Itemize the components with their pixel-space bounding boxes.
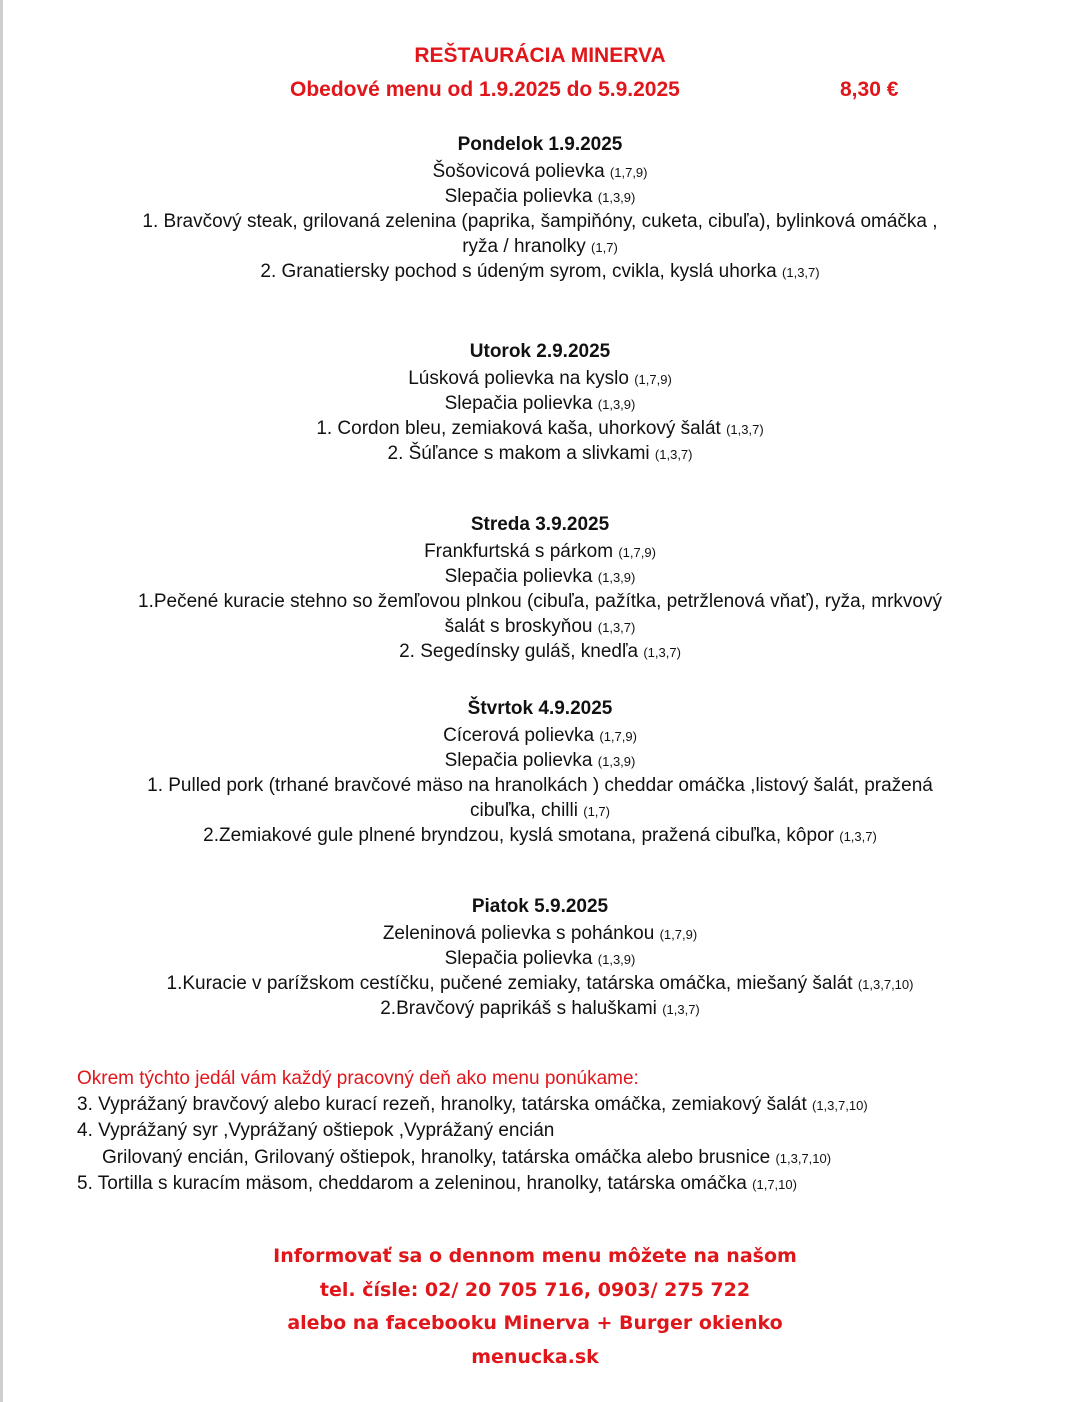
dish-text: cibuľka, chilli [470, 800, 584, 821]
menu-item [0, 723, 1080, 748]
allergens: (1,3,9) [597, 952, 636, 967]
day-name: Pondelok 1.9.2025 [457, 134, 623, 155]
dish-text: Lúsková polievka na kyslo [408, 368, 635, 389]
dish-text: 2. Šúľance s makom a slivkami [387, 443, 655, 464]
dish-text: 1. Pulled pork (trhané bravčové mäso na hranolkách ) cheddar omáčka ,listový šalát, pražená [147, 775, 933, 796]
menu-item [0, 539, 1080, 564]
daily-extras [77, 1066, 1067, 1198]
day-section-monday [0, 131, 1080, 284]
allergens: (1,3,7,10) [857, 977, 914, 992]
allergens: (1,3,7) [839, 829, 877, 844]
dish-text: 1.Pečené kuracie stehno so žemľovou plnkou (cibuľa, pažítka, petržlenová vňať), ryža, mrkvový [138, 591, 942, 612]
day-section-wednesday [0, 511, 1080, 664]
allergens: (1,7) [591, 240, 618, 255]
allergens: (1,7,9) [634, 372, 672, 387]
dish-text: Frankfurtská s párkom [424, 541, 619, 562]
dish-text: 4. Vyprážaný syr ,Vyprážaný oštiepok ,Vyprážaný encián [77, 1120, 555, 1141]
contact-line: Informovať sa o dennom menu môžete na našom [273, 1245, 797, 1267]
menu-item [0, 209, 1080, 234]
menu-item [0, 639, 1080, 664]
allergens: (1,3,9) [597, 754, 636, 769]
menu-item [0, 441, 1080, 466]
menu-item [0, 971, 1080, 996]
menu-item [0, 416, 1080, 441]
day-name: Utorok 2.9.2025 [469, 341, 611, 362]
extras-item [77, 1145, 1067, 1172]
menu-item [0, 564, 1080, 589]
dish-text: šalát s broskyňou [444, 616, 598, 637]
allergens: (1,3,9) [597, 190, 636, 205]
menu-item [0, 159, 1080, 184]
extras-item [77, 1092, 1067, 1119]
day-name: Piatok 5.9.2025 [471, 896, 609, 917]
dish-text: ryža / hranolky [462, 236, 592, 257]
restaurant-title: REŠTAURÁCIA MINERVA [414, 44, 666, 67]
menu-item [0, 234, 1080, 259]
menu-item [0, 184, 1080, 209]
extras-intro: Okrem týchto jedál vám každý pracovný deň ako menu ponúkame: [77, 1068, 639, 1089]
dish-text: Slepačia polievka [444, 566, 598, 587]
day-section-tuesday [0, 338, 1080, 466]
menu-item [0, 798, 1080, 823]
dish-text: 1. Bravčový steak, grilovaná zelenina (paprika, šampiňóny, cuketa, cibuľa), bylinková omáčka , [142, 211, 938, 232]
allergens: (1,3,7) [662, 1002, 700, 1017]
menu-period: Obedové menu od 1.9.2025 do 5.9.2025 [290, 78, 680, 101]
dish-text: 5. Tortilla s kuracím mäsom, cheddarom a zeleninou, hranolky, tatárska omáčka [77, 1173, 753, 1194]
allergens: (1,7,9) [599, 729, 637, 744]
allergens: (1,3,7,10) [775, 1150, 832, 1166]
menu-item [0, 748, 1080, 773]
allergens: (1,3,7) [654, 447, 693, 462]
allergens: (1,3,9) [597, 570, 636, 585]
allergens: (1,3,7) [782, 265, 820, 280]
dish-text: 2.Bravčový paprikáš s haluškami [380, 998, 663, 1019]
extras-item [77, 1118, 1067, 1145]
allergens: (1,3,9) [597, 397, 636, 412]
dish-text: 2. Granatiersky pochod s údeným syrom, cvikla, kyslá uhorka [260, 261, 783, 282]
allergens: (1,3,7) [597, 620, 636, 635]
allergens: (1,7,9) [609, 165, 648, 180]
dish-text: Cícerová polievka [443, 725, 600, 746]
allergens: (1,3,7,10) [812, 1097, 868, 1113]
contact-phone: tel. čísle: 02/ 20 705 716, 0903/ 275 722 [319, 1278, 751, 1301]
menu-item [0, 773, 1080, 798]
dish-text: 2. Segedínsky guláš, knedľa [399, 641, 644, 662]
contact-website: menucka.sk [471, 1345, 599, 1368]
menu-item [0, 366, 1080, 391]
menu-item [0, 391, 1080, 416]
menu-price: 8,30 € [840, 78, 899, 101]
dish-text: Zeleninová polievka s pohánkou [382, 923, 660, 944]
dish-text: Šošovicová polievka [432, 161, 610, 182]
allergens: (1,7,9) [659, 927, 698, 942]
dish-text: 1. Cordon bleu, zemiaková kaša, uhorkový šalát [316, 418, 727, 439]
day-name: Streda 3.9.2025 [470, 514, 610, 535]
dish-text: 2.Zemiakové gule plnené bryndzou, kyslá smotana, pražená cibuľka, kôpor [203, 825, 840, 846]
allergens: (1,7) [583, 804, 610, 819]
menu-item [0, 259, 1080, 284]
menu-item [0, 823, 1080, 848]
allergens: (1,7,10) [752, 1177, 797, 1192]
extras-item [77, 1171, 1067, 1198]
menu-item [0, 996, 1080, 1021]
dish-text: Slepačia polievka [444, 948, 598, 969]
menu-item [0, 589, 1080, 614]
day-name: Štvrtok 4.9.2025 [467, 698, 613, 719]
dish-text: Grilovaný encián, Grilovaný oštiepok, hranolky, tatárska omáčka alebo brusnice [102, 1146, 776, 1168]
dish-text: 1.Kuracie v parížskom cestíčku, pučené zemiaky, tatárska omáčka, miešaný šalát [166, 973, 858, 994]
dish-text: Slepačia polievka [444, 186, 598, 207]
menu-item [0, 946, 1080, 971]
allergens: (1,3,7) [643, 645, 681, 660]
day-section-thursday [0, 695, 1080, 848]
dish-text: 3. Vyprážaný bravčový alebo kurací rezeň, hranolky, tatárska omáčka, zemiakový šalát [77, 1093, 812, 1115]
contact-facebook: alebo na facebooku Minerva + Burger okienko [287, 1312, 783, 1334]
dish-text: Slepačia polievka [444, 750, 598, 771]
day-section-friday [0, 893, 1080, 1021]
contact-info [0, 1240, 1070, 1374]
allergens: (1,7,9) [618, 545, 656, 560]
allergens: (1,3,7) [726, 422, 764, 437]
dish-text: Slepačia polievka [444, 393, 598, 414]
menu-item [0, 921, 1080, 946]
menu-item [0, 614, 1080, 639]
